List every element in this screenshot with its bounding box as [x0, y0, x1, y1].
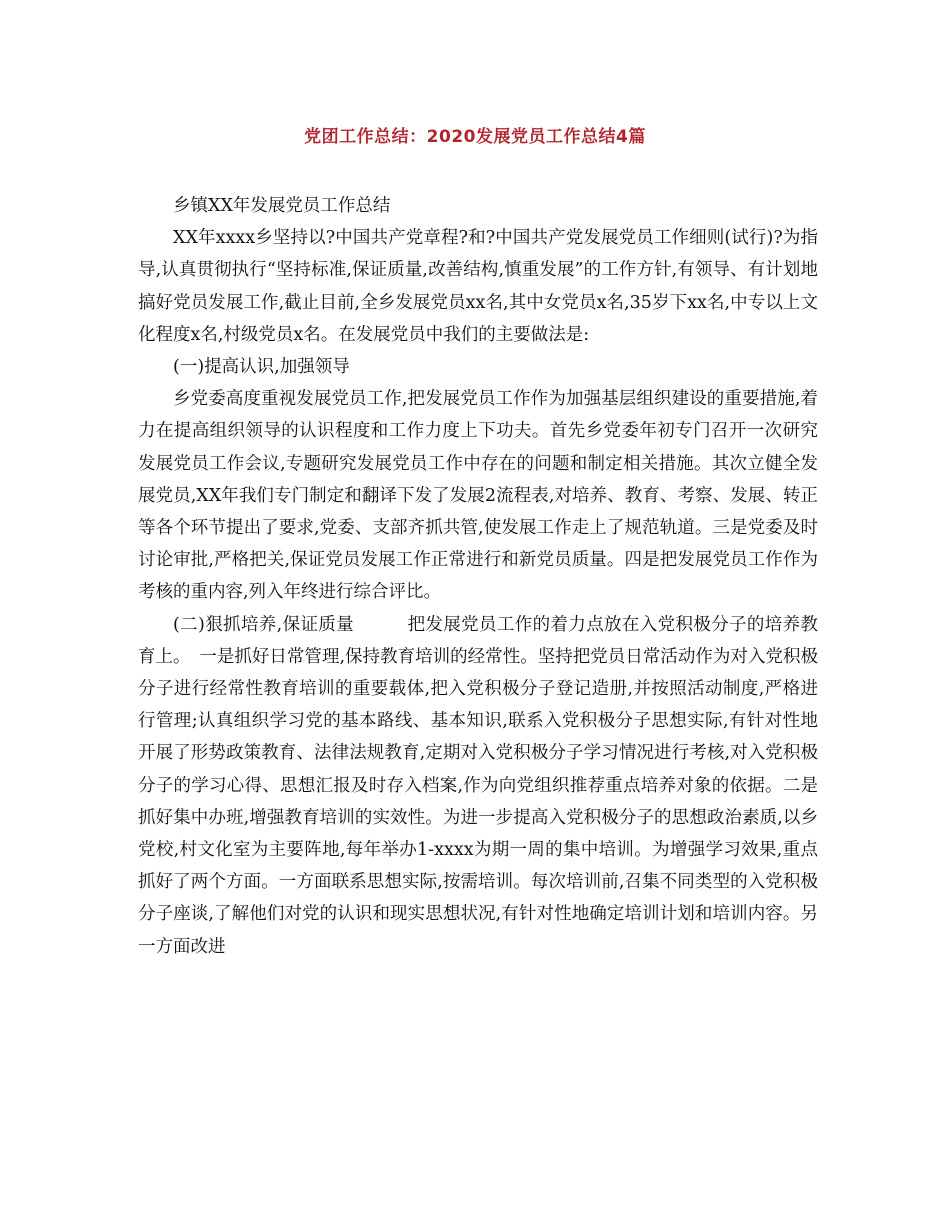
document-title: 党团工作总结：2020发展党员工作总结4篇: [304, 127, 646, 147]
paragraph: XX年xxxx乡坚持以?中国共产党章程?和?中国共产党发展党员工作细则(试行)?为指导,认真贯彻执行“坚持标准,保证质量,改善结构,慎重发展”的工作方针,有领导、有计划地搞好党员发展工作,截止目前,全乡发展党员xx名,其中女党员x名,35岁下xx名,中专以上文化程度x名,村级党员x名。在发展党员中我们的主要做法是:: [138, 228, 818, 345]
document-body: [138, 190, 818, 963]
paragraph: (二)狠抓培养,保证质量 把发展党员工作的着力点放在入党积极分子的培养教育上。 一是抓好日常管理,保持教育培训的经常性。坚持把党员日常活动作为对入党积极分子进行经常性教育培训的重要载体,把入党积极分子登记造册,并按照活动制度,严格进行管理;认真组织学习党的基本路线、基本知识,联系入党积极分子思想实际,有针对性地开展了形势政策教育、法律法规教育,定期对入党积极分子学习情况进行考核,对入党积极分子的学习心得、思想汇报及时存入档案,作为向党组织推荐重点培养对象的依据。二是抓好集中办班,增强教育培训的实效性。为进一步提高入党积极分子的思想政治素质,以乡党校,村文化室为主要阵地,每年举办1-xxxx为期一周的集中培训。为增强学习效果,重点抓好了两个方面。一方面联系思想实际,按需培训。每次培训前,召集不同类型的入党积极分子座谈,了解他们对党的认识和现实思想状况,有针对性地确定培训计划和培训内容。另一方面改进: [138, 614, 818, 957]
section-heading: 乡镇XX年发展党员工作总结: [173, 196, 391, 216]
paragraph: 乡党委高度重视发展党员工作,把发展党员工作作为加强基层组织建设的重要措施,着力在提高组织领导的认识程度和工作力度上下功夫。首先乡党委年初专门召开一次研究发展党员工作会议,专题研究发展党员工作中存在的问题和制定相关措施。其次立健全发展党员,XX年我们专门制定和翻译下发了发展2流程表,对培养、教育、考察、发展、转正等各个环节提出了要求,党委、支部齐抓共管,使发展工作走上了规范轨道。三是党委及时讨论审批,严格把关,保证党员发展工作正常进行和新党员质量。四是把发展党员工作作为考核的重内容,列入年终进行综合评比。: [138, 389, 818, 603]
subsection-heading: (一)提高认识,加强领导: [173, 357, 350, 378]
